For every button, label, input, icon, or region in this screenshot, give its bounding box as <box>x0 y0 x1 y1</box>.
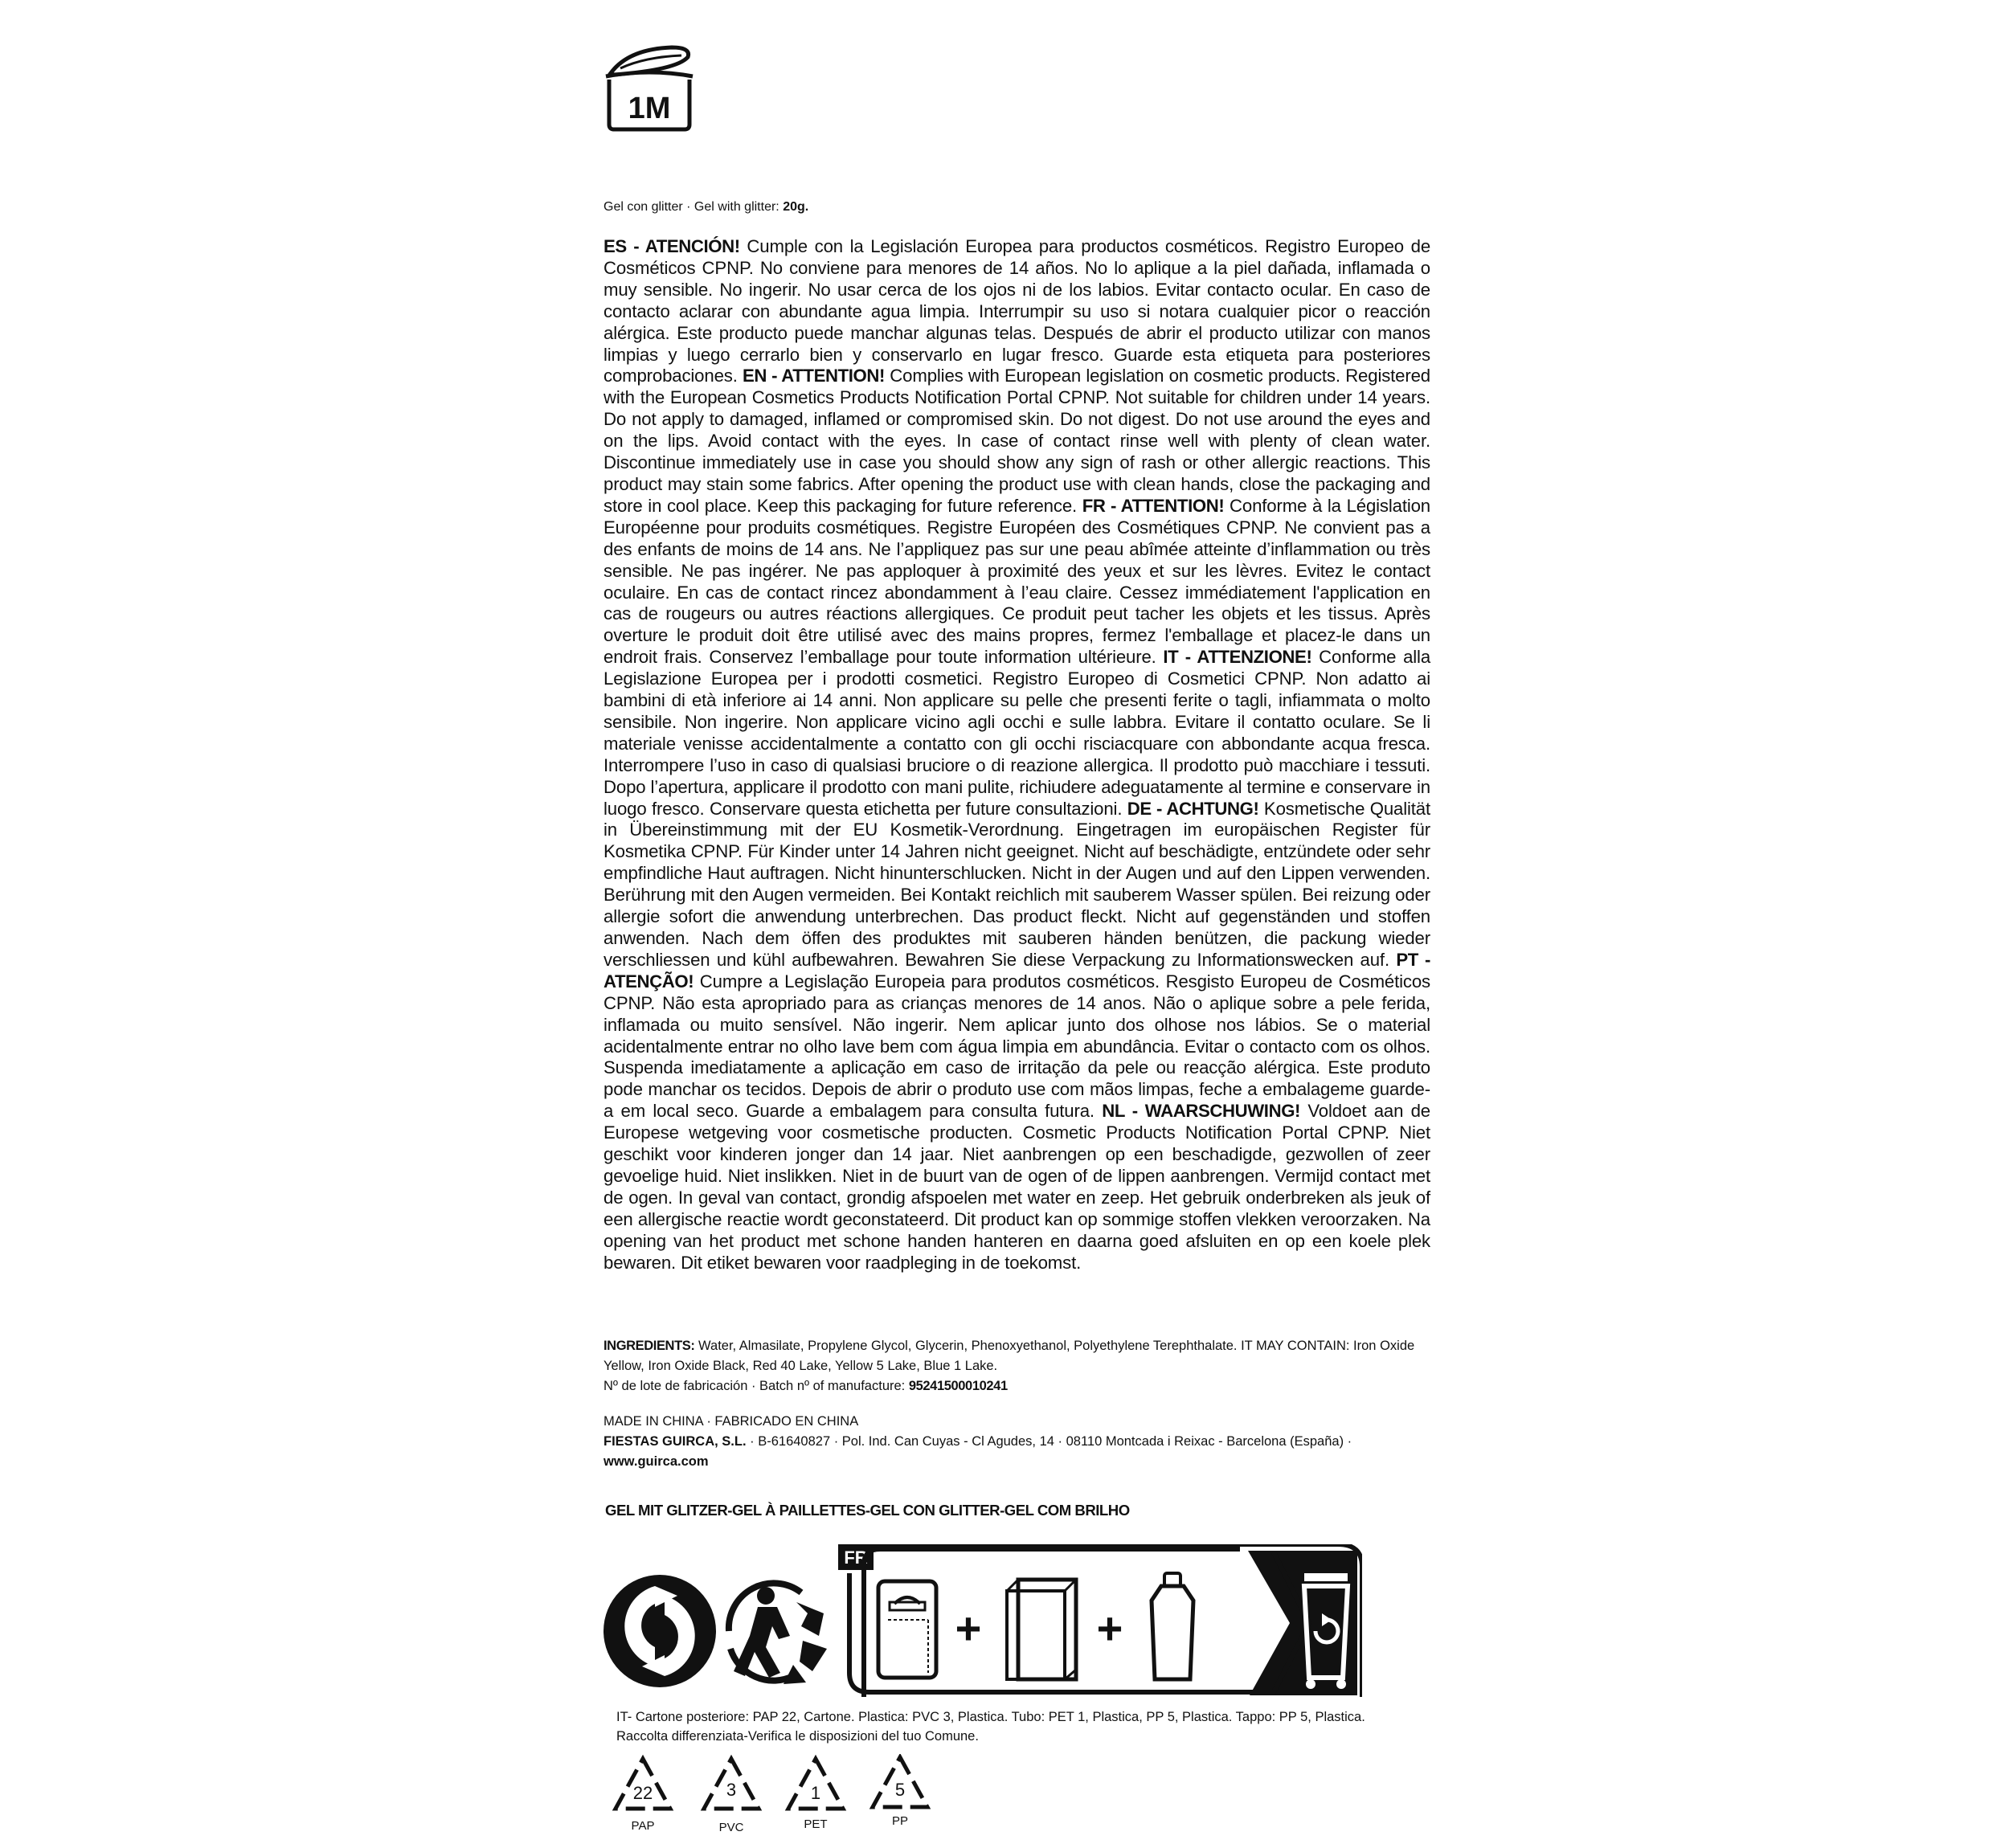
company-address: · B-61640827 · Pol. Ind. Can Cuyas - Cl Agudes, 14 · 08110 Montcada i Reixac - Barcelona (España) · <box>746 1434 1352 1449</box>
product-name-line <box>604 200 808 215</box>
warning-text-en: Complies with European legislation on cosmetic products. Registered with the European Cosmetics Products Notification Portal CPNP. Not suitable for children under 14 years. Do not apply to damaged, inflamed or compromised skin. Do not digest. Do not use around the eyes and on the lips. Avoid contact with the eyes. In case of contact rinse well with plenty of clean water. Discontinue immediately use in case you should show any sign of rash or other allergic reactions. This product may stain some fabrics. After opening the product use with clean hands, close the packaging and store in cool place. Keep this packaging for future reference. <box>604 366 1430 516</box>
backing-card-icon <box>878 1581 936 1678</box>
ingredients-block <box>604 1336 1433 1396</box>
warning-text-es: Cumple con la Legislación Europea para productos cosméticos. Registro Europeo de Cosméticos CPNP. No conviene para menores de 14 años. No lo aplique a la piel dañada, inflamada o muy sensible. No ingerir. No usar cerca de los ojos ni de los labios. Evitar contacto ocular. En caso de contacto aclarar con abundante agua limpia. Interrumpir su uso si notara cualquier picor o reacción alérgica. Este producto puede manchar algunas telas. Después de abrir el producto utilizar con manos limpias y luego cerrarlo bien y conservarlo en lugar fresco. Guarde esta etiqueta para posteriores comprobaciones. <box>604 236 1431 386</box>
warning-head-en: EN - ATTENTION! <box>743 366 885 386</box>
recycling-triangle-icon <box>616 1759 670 1833</box>
warning-head-es: ES - ATENCIÓN! <box>604 236 740 256</box>
recycling-triangle-icon <box>704 1759 759 1834</box>
blister-icon <box>1007 1580 1076 1679</box>
green-dot-icon <box>604 1575 716 1687</box>
ingredients-head: INGREDIENTS: <box>604 1339 695 1353</box>
it-disposal-text: IT- Cartone posteriore: PAP 22, Cartone. Plastica: PVC 3, Plastica. Tubo: PET 1, Plastica, PP 5, Plastica. Tappo: PP 5, Plastica. Raccolta differenziata-Verifica le disposizioni del tuo Comune. <box>616 1710 1365 1744</box>
pao-label: 1M <box>628 92 671 125</box>
warning-head-fr: FR - ATTENTION! <box>1082 495 1225 516</box>
warnings-block <box>604 236 1430 1274</box>
recycling-code-label: PP <box>891 1814 909 1828</box>
warning-head-nl: NL - WAARSCHUWING! <box>1102 1101 1301 1122</box>
warning-text-nl: Voldoet aan de Europese wetgeving voor cosmetische producten. Cosmetic Products Notification Portal CPNP. Niet geschikt voor kinderen jonger dan 14 jaar. Niet aanbrengen op een beschadigde, gezwollen of zeer gevoelige huid. Niet inslikken. Niet in de buurt van de ogen of de lippen aanbrengen. Vermijd contact met de ogen. In geval van contact, grondig afspoelen met water en zeep. Het gebruik onderbreken als jeuk of een allergische reactie wordt geconstateerd. Dit product kan op sommige stoffen vlekken veroorzaken. Na opening van het product met schone handen hanteren en daarna goed afsluiten en op een koele plek bewaren. Dit etiket bewaren voor raadpleging in de toekomst. <box>604 1101 1430 1273</box>
manufacturer-block <box>604 1412 1433 1472</box>
origin: MADE IN CHINA · FABRICADO EN CHINA <box>604 1414 859 1429</box>
warning-head-pt: PT - ATENÇÃO! <box>604 949 1430 991</box>
country-code: FR <box>844 1547 868 1568</box>
recycling-code-label: PVC <box>718 1821 744 1834</box>
ingredients-text: Water, Almasilate, Propylene Glycol, Glycerin, Phenoxyethanol, Polyethylene Terephthalate. IT MAY CONTAIN: Iron Oxide Yellow, Iron Oxide Black, Red 40 Lake, Yellow 5 Lake, Blue 1 Lake. <box>604 1339 1415 1373</box>
recycling-code-number: 1 <box>810 1783 821 1803</box>
pao-open-jar-icon <box>604 44 698 133</box>
batch-number: 95241500010241 <box>908 1379 1008 1393</box>
warning-text-pt: Cumpre a Legislação Europeia para produtos cosméticos. Resgisto Europeu de Cosméticos CPNP. Não esta apropriado para as crianças menores de 14 anos. Não o aplique sobre a pele ferida, inflamada ou muito sensível. Não ingerir. Nem aplicar junto dos olhose nos lábios. Se o material acidentalmente entrar no olho lave bem com água limpia em abundância. Evitar o contacto com os olhos. Suspenda imediatamente a aplicação em caso de irritação da pele ou reacção alérgica. Este produto pode manchar os tecidos. Depois de abrir o produto use com mãos limpas, feche a embalageme guarde-a em local seco. Guarde a embalagem para consulta futura. <box>604 971 1430 1122</box>
tube-icon <box>1152 1573 1193 1679</box>
product-names: GEL MIT GLITZER-GEL À PAILLETTES-GEL CON GLITTER-GEL COM BRILHO <box>605 1502 1130 1519</box>
plus-sign: + <box>955 1603 982 1654</box>
recycling-code-label: PET <box>804 1817 828 1831</box>
recycling-code-label: PAP <box>631 1819 655 1833</box>
triman-icon <box>729 1583 827 1684</box>
recycling-code-number: 5 <box>894 1780 906 1800</box>
batch-label: Nº de lote de fabricación · Batch nº of manufacture: <box>604 1379 909 1393</box>
warning-text-fr: Conforme à la Législation Européenne pour produits cosmétiques. Registre Européen des Cosmétiques CPNP. Ne convient pas a des enfants de moins de 14 ans. Ne l’appliquez pas sur une peau abîmée atteinte d’inflammation ou très sensible. Ne pas ingérer. Ne pas apploquer à proximité des yeux et sur les lèvres. Evitez le contact oculaire. En cas de contact rincez abondamment à l’eau claire. Cessez immédiatement l'application en cas de rougeurs ou autres réactions allergiques. Ce produit peut tacher les objets et les tissus. Après overture le produit doit être utilisé avec des mains propres, fermez l'emballage et placez-le dans un endroit frais. Conservez l’emballage pour toute information ultérieure. <box>604 495 1431 668</box>
recycling-triangle-icon <box>873 1757 927 1828</box>
company-name: FIESTAS GUIRCA, S.L. <box>604 1434 747 1449</box>
plus-sign: + <box>1096 1603 1123 1654</box>
product-name: Gel con glitter · Gel with glitter: <box>604 200 784 214</box>
product-weight: 20g. <box>783 200 809 214</box>
warning-head-de: DE - ACHTUNG! <box>1127 798 1259 819</box>
website: www.guirca.com <box>604 1454 709 1469</box>
recycling-code-number: 22 <box>632 1783 653 1803</box>
recycling-code-number: 3 <box>726 1780 737 1800</box>
warning-text-it: Conforme alla Legislazione Europea per i prodotti cosmetici. Registro Europeo di Cosmetici CPNP. Non adatto ai bambini di età inferiore ai 14 anni. Non applicare su pelle che presenti ferite o tagli, infiammata o molto sensibile. Non ingerire. Non applicare vicino agli occhi e sulle labbra. Evitare il contatto oculare. Se li materiale venisse accidentalmente a contatto con gli occhi risciacquare con abbondante acqua fresca. Interrompere l’uso in caso di qualsiasi bruciore o di reazione allergica. Il prodotto può macchiare i tessuti. Dopo l’apertura, applicare il prodotto con mani pulite, richiudere adeguatamente al termine e conservare in luogo fresco. Conservare questa etichetta per future consultazioni. <box>604 647 1431 819</box>
recycling-symbols-row <box>599 1544 1362 1697</box>
recycling-codes <box>611 1754 948 1834</box>
warning-text-de: Kosmetische Qualität in Übereinstimmung mit der EU Kosmetik-Verordnung. Eingetragen im europäischen Register für Kosmetika CPNP. Für Kinder unter 14 Jahren nicht geeignet. Nicht auf beschädigte, entzündete oder sehr empfindliche Haut auftragen. Nicht hinunterschlucken. Nicht in der Augen und auf den Lippen verwenden. Berührung mit den Augen vermeiden. Bei Kontakt reichlich mit sauberem Wasser spülen. Bei reizung oder allergie sofort die anwendung unterbrechen. Das product fleckt. Nicht auf gegenständen und stoffen anwenden. Nach dem öffen des produktes mit sauberen händen benützen, die packung wieder verschliessen und kühl aufbewahren. Bewahren Sie diese Verpackung zu Informationswecken auf. <box>604 798 1430 970</box>
recycling-triangle-icon <box>788 1759 843 1831</box>
warning-head-it: IT - ATTENZIONE! <box>1163 647 1312 668</box>
